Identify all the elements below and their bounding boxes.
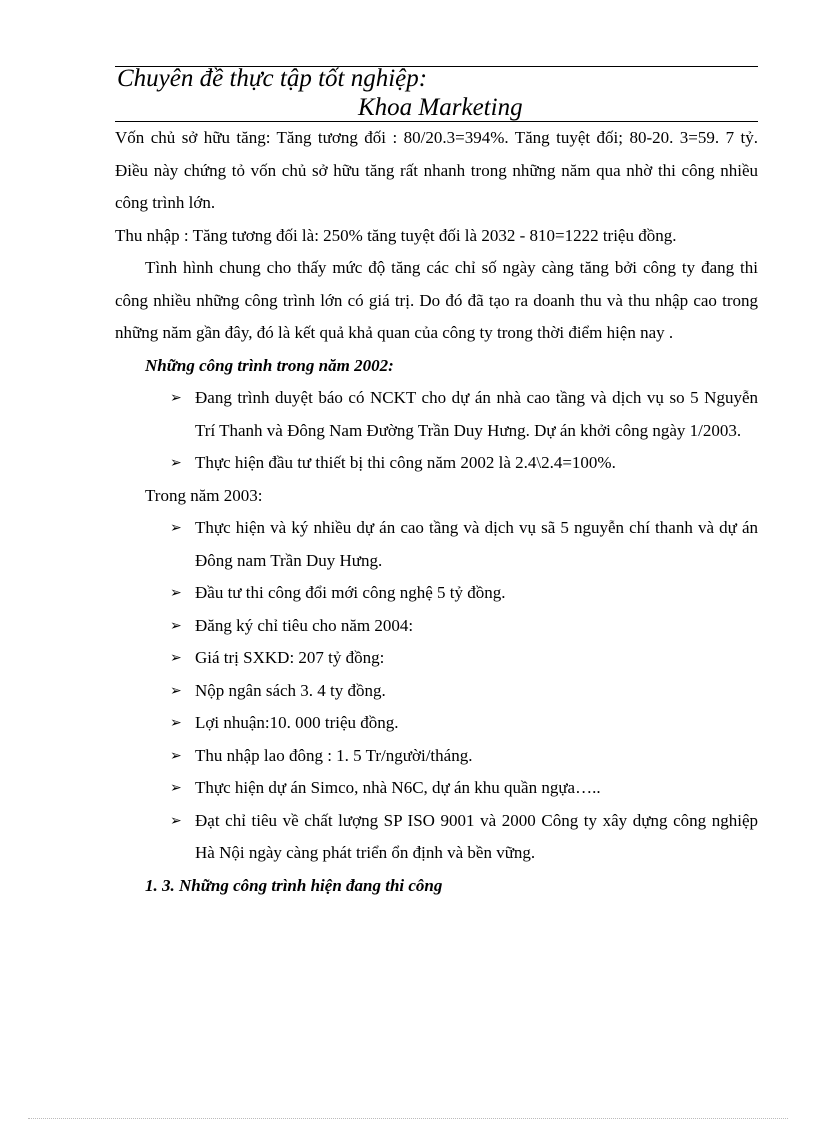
section-2002-list	[115, 382, 758, 480]
list-item-text: Lợi nhuận:10. 000 triệu đồng.	[195, 713, 399, 732]
list-item-text: Đăng ký chỉ tiêu cho năm 2004:	[195, 615, 414, 635]
paragraph-income: Thu nhập : Tăng tương đối là: 250% tăng tuyệt đối là 2032 - 810=1222 triệu đồng.	[115, 225, 677, 245]
section-2003-list	[115, 512, 758, 870]
section-2003-heading: Trong năm 2003:	[145, 485, 263, 505]
list-item-text: Thực hiện và ký nhiều dự án cao tầng và dịch vụ sã 5 nguyễn chí thanh và dự án Đông nam Trần Duy Hưng.	[195, 518, 758, 570]
arrowhead-bullet-icon: ➢	[170, 715, 182, 731]
list-item	[115, 382, 758, 447]
list-item-text: Thu nhập lao đông : 1. 5 Tr/người/tháng.	[195, 745, 473, 765]
paragraph-equity-growth: Vốn chủ sở hữu tăng: Tăng tương đối : 80/20.3=394%. Tăng tuyệt đối; 80-20. 3=59. 7 tỷ. Điều này chứng tỏ vốn chủ sở hữu tăng rất nhanh trong những năm qua nhờ thi công nhiều công trình lớn.	[115, 128, 758, 212]
arrowhead-bullet-icon: ➢	[170, 390, 182, 406]
list-item	[115, 577, 758, 610]
list-item	[115, 740, 758, 773]
list-item-text: Thực hiện dự án Simco, nhà N6C, dự án khu quần ngựa…..	[195, 778, 601, 797]
list-item-text: Đạt chỉ tiêu về chất lượng SP ISO 9001 và 2000 Công ty xây dựng công nghiệp Hà Nội ngày càng phát triển ổn định và bền vững.	[195, 810, 758, 862]
list-item-text: Đang trình duyệt báo có NCKT cho dự án nhà cao tầng và dịch vụ so 5 Nguyễn Trí Thanh và Đông Nam Đường Trần Duy Hưng. Dự án khởi công ngày 1/2003.	[195, 388, 758, 440]
arrowhead-bullet-icon: ➢	[170, 780, 182, 796]
list-item-text: Nộp ngân sách 3. 4 ty đồng.	[195, 680, 386, 700]
arrowhead-bullet-icon: ➢	[170, 585, 182, 601]
list-item	[115, 772, 758, 805]
arrowhead-bullet-icon: ➢	[170, 747, 182, 764]
arrowhead-bullet-icon: ➢	[170, 455, 182, 471]
list-item-text: Đầu tư thi công đổi mới công nghệ 5 tỷ đồng.	[195, 583, 506, 602]
paragraph-overview: Tình hình chung cho thấy mức độ tăng các chỉ số ngày càng tăng bởi công ty đang thi công nhiều những công trình lớn có giá trị. Do đó đã tạo ra doanh thu và thu nhập cao trong những năm gần đây, đó là kết quả khả quan của công ty trong thời điểm hiện nay .	[115, 258, 758, 342]
section-1-3-heading: 1. 3. Những công trình hiện đang thi công	[145, 875, 443, 895]
header-department: Khoa Marketing	[358, 94, 523, 121]
list-item	[115, 642, 758, 675]
list-item	[115, 610, 758, 643]
arrowhead-bullet-icon: ➢	[170, 650, 182, 666]
document-body	[115, 122, 758, 902]
arrowhead-bullet-icon: ➢	[170, 682, 182, 699]
arrowhead-bullet-icon: ➢	[170, 617, 182, 634]
arrowhead-bullet-icon: ➢	[170, 812, 182, 829]
page-bottom-divider	[28, 1118, 788, 1119]
section-2002-heading: Những công trình trong năm 2002:	[145, 355, 394, 375]
list-item	[115, 805, 758, 870]
list-item	[115, 707, 758, 740]
header-title: Chuyên đề thực tập tốt nghiệp:	[117, 65, 428, 92]
arrowhead-bullet-icon: ➢	[170, 520, 182, 536]
list-item	[115, 512, 758, 577]
list-item-text: Thực hiện đầu tư thiết bị thi công năm 2002 là 2.4\2.4=100%.	[195, 453, 616, 472]
list-item	[115, 675, 758, 708]
list-item-text: Giá trị SXKD: 207 tỷ đồng:	[195, 648, 385, 667]
list-item	[115, 447, 758, 480]
